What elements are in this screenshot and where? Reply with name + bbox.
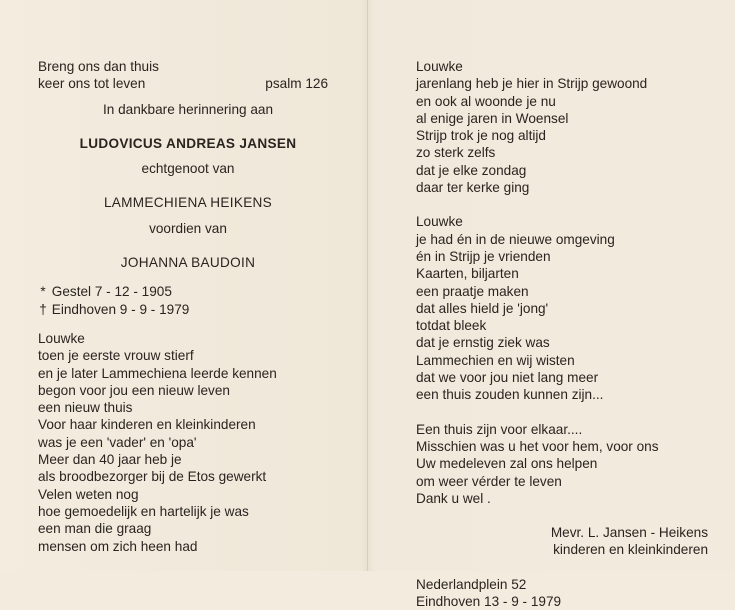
stanza-line: én in Strijp je vrienden — [416, 248, 551, 264]
death-line — [38, 301, 338, 318]
left-poem-line: een nieuw thuis — [38, 400, 133, 416]
opening-line-2 — [38, 75, 338, 92]
stanza-3 — [416, 421, 716, 507]
birth-text: Gestel 7 - 12 - 1905 — [51, 284, 172, 300]
stanza-line: jarenlang heb je hier in Strijp gewoond — [416, 76, 648, 92]
address-date: Eindhoven 13 - 9 - 1979 — [416, 594, 562, 610]
deceased-name: LUDOVICUS ANDREAS JANSEN — [79, 135, 297, 151]
left-poem-line: mensen om zich heen had — [38, 538, 198, 554]
birth-line — [38, 283, 338, 300]
left-poem-line: Meer dan 40 jaar heb je — [38, 452, 182, 468]
stanza-line: en ook al woonde je nu — [416, 93, 556, 109]
signature-name: Mevr. L. Jansen - Heikens — [550, 525, 708, 541]
stanza-line: Kaarten, biljarten — [416, 266, 519, 282]
stanza-line: Misschien was u het voor hem, voor ons — [416, 438, 659, 454]
address-street: Nederlandplein 52 — [416, 576, 527, 592]
signature-block — [416, 524, 716, 559]
left-poem-line: Voor haar kinderen en kleinkinderen — [38, 417, 256, 433]
psalm-reference: psalm 126 — [265, 76, 328, 92]
stanza-line: Louwke — [416, 214, 463, 230]
left-poem-line: en je later Lammechiena leerde kennen — [38, 365, 277, 381]
opening-line-1: Breng ons dan thuis — [38, 59, 159, 74]
stanza-line: dat je elke zondag — [416, 162, 527, 178]
opening-line-2-text: keer ons tot leven — [38, 76, 146, 92]
address-block — [416, 576, 716, 610]
death-text: Eindhoven 9 - 9 - 1979 — [51, 301, 190, 317]
stanza-line: daar ter kerke ging — [416, 180, 530, 196]
death-cross-icon: † — [39, 301, 47, 317]
stanza-line: Een thuis zijn voor elkaar.... — [416, 421, 583, 437]
previous-spouse-label: voordien van — [149, 220, 227, 236]
left-poem — [38, 330, 338, 555]
card-fold — [367, 0, 368, 571]
left-poem-line: begon voor jou een nieuw leven — [38, 382, 230, 398]
stanza-line: Strijp trok je nog altijd — [416, 128, 546, 144]
stanza-line: Louwke — [416, 59, 463, 74]
stanza-line: Lammechien en wij wisten — [416, 352, 575, 368]
stanza-line: om weer vérder te leven — [416, 473, 562, 489]
stanza-line: een praatje maken — [416, 283, 529, 299]
right-page — [416, 58, 716, 610]
birth-star-icon: * — [40, 284, 46, 300]
left-poem-line: was je een 'vader' en 'opa' — [38, 434, 197, 450]
stanza-line: al enige jaren in Woensel — [416, 110, 569, 126]
left-poem-line: als broodbezorger bij de Etos gewerkt — [38, 469, 267, 485]
stanza-2 — [416, 213, 716, 403]
stanza-line: zo sterk zelfs — [416, 145, 496, 161]
left-poem-line: Velen weten nog — [38, 486, 139, 502]
signature-family: kinderen en kleinkinderen — [553, 542, 708, 558]
stanza-line: Uw medeleven zal ons helpen — [416, 456, 598, 472]
left-poem-line: Louwke — [38, 330, 85, 346]
stanza-line: een thuis zouden kunnen zijn... — [416, 387, 604, 403]
spouse-name: LAMMECHIENA HEIKENS — [103, 195, 273, 211]
intro-text: In dankbare herinnering aan — [102, 101, 274, 117]
stanza-1 — [416, 58, 716, 196]
stanza-line: totdat bleek — [416, 318, 487, 334]
stanza-line: Dank u wel . — [416, 490, 491, 506]
left-poem-line: hoe gemoedelijk en hartelijk je was — [38, 503, 249, 519]
stanza-line: dat alles hield je 'jong' — [416, 300, 549, 316]
spouse-label: echtgenoot van — [141, 161, 235, 177]
stanza-line: dat je ernstig ziek was — [416, 335, 550, 351]
left-page — [38, 58, 338, 555]
left-poem-line: een man die graag — [38, 521, 152, 537]
previous-spouse-name: JOHANNA BAUDOIN — [120, 255, 256, 271]
stanza-line: je had én in de nieuwe omgeving — [416, 231, 615, 247]
left-poem-line: toen je eerste vrouw stierf — [38, 348, 194, 364]
stanza-line: dat we voor jou niet lang meer — [416, 370, 599, 386]
